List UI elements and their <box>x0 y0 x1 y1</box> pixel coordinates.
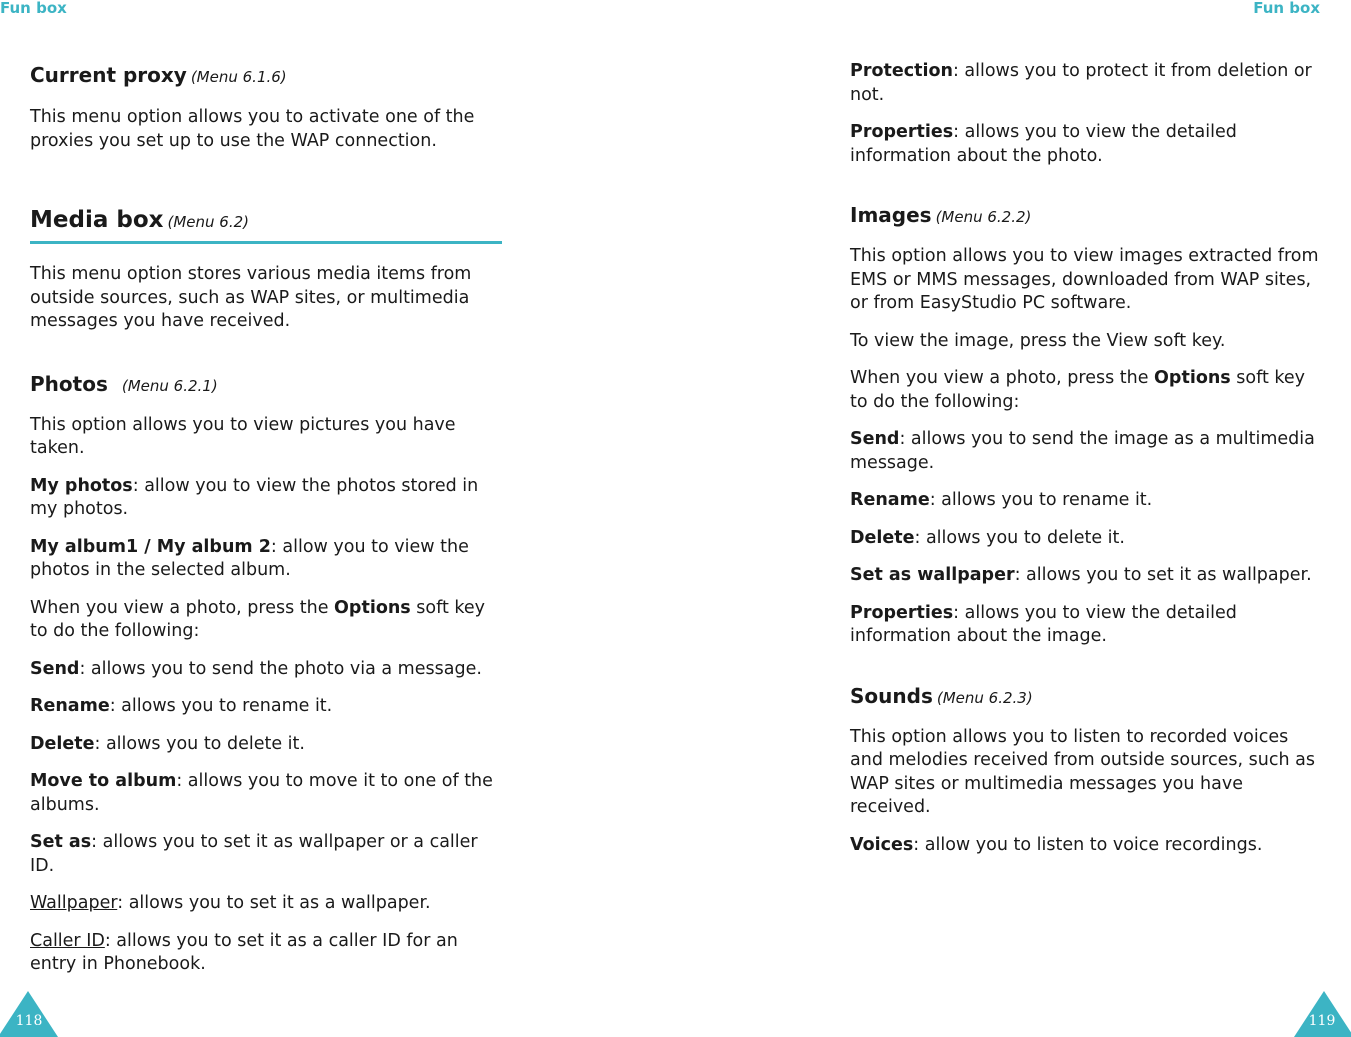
images-send-term: Send <box>850 429 900 449</box>
page-number-right: 119 <box>1308 1013 1336 1029</box>
images-delete-term: Delete <box>850 527 915 548</box>
photos-options-term: Options <box>334 597 411 618</box>
photos-callerid-term: Caller ID <box>30 930 105 951</box>
right-page <box>676 0 1351 1037</box>
sounds-body: This option allows you to listen to recorded voices and melodies received from outside sources, such as WAP sites or multimedia messages you have received. <box>850 726 1315 817</box>
photos-rename-text: : allows you to rename it. <box>109 696 333 716</box>
voices-term: Voices <box>850 834 914 855</box>
photo-properties-term: Properties <box>850 122 954 142</box>
current-proxy-title: Current proxy <box>30 63 187 87</box>
photos-delete-item <box>30 733 502 757</box>
images-menu: (Menu 6.2.2) <box>935 208 1032 226</box>
my-photos-text: : allow you to view the photos stored in my photos. <box>30 475 479 519</box>
media-box-heading <box>30 204 502 244</box>
photos-wallpaper-text: : allows you to set it as a wallpaper. <box>117 893 431 913</box>
images-rename-text: : allows you to rename it. <box>929 490 1153 510</box>
images-properties-text: : allows you to view the detailed information about the image. <box>850 602 1237 646</box>
photos-send-text: : allows you to send the photo via a message. <box>79 658 482 679</box>
current-proxy-heading <box>30 61 502 91</box>
my-photos-term: My photos <box>30 475 133 496</box>
running-head-left: Fun box <box>0 0 67 17</box>
media-box-menu: (Menu 6.2) <box>167 213 249 231</box>
my-album-text: : allow you to view the photos in the selected album. <box>30 536 469 580</box>
images-wallpaper-item <box>850 564 1322 588</box>
right-column <box>850 57 1322 857</box>
photo-properties-text: : allows you to view the detailed information about the photo. <box>850 122 1237 166</box>
images-body: This option allows you to view images extracted from EMS or MMS messages, downloaded from WAP sites, or from EasyStudio PC software. <box>850 246 1319 313</box>
my-photos-item <box>30 475 502 522</box>
photos-heading <box>30 370 502 400</box>
left-page <box>0 0 675 1037</box>
photos-wallpaper-term: Wallpaper <box>30 893 118 913</box>
photos-options-post: soft key to do the following: <box>30 597 486 641</box>
images-options-term: Options <box>1154 368 1231 388</box>
images-delete-item <box>850 527 1322 551</box>
images-properties-term: Properties <box>850 602 954 623</box>
protection-term: Protection <box>850 61 953 81</box>
photos-move-term: Move to album <box>30 771 177 791</box>
photos-body: This option allows you to view pictures you have taken. <box>30 414 456 458</box>
protection-item <box>850 60 1322 107</box>
current-proxy-menu: (Menu 6.1.6) <box>190 68 287 86</box>
sounds-title: Sounds <box>850 683 933 708</box>
photos-wallpaper-item <box>30 892 502 916</box>
page-number-left: 118 <box>15 1013 43 1029</box>
images-rename-item <box>850 489 1322 513</box>
images-options-line <box>850 367 1322 414</box>
images-heading <box>850 201 1322 231</box>
images-send-text: : allows you to send the image as a multimedia message. <box>850 429 1315 473</box>
images-properties-item <box>850 602 1322 649</box>
images-view-text: To view the image, press the View soft key. <box>850 330 1226 351</box>
current-proxy-body: This menu option allows you to activate one of the proxies you set up to use the WAP connection. <box>30 107 475 151</box>
photos-options-pre: When you view a photo, press the <box>30 597 335 618</box>
images-options-pre: When you view a photo, press the <box>850 368 1155 388</box>
images-wallpaper-text: : allows you to set it as wallpaper. <box>1014 565 1312 585</box>
photos-setas-item <box>30 831 502 878</box>
sounds-heading <box>850 682 1322 712</box>
my-album-term: My album1 / My album 2 <box>30 536 271 557</box>
photos-options-line <box>30 597 502 644</box>
images-delete-text: : allows you to delete it. <box>914 527 1125 548</box>
photos-send-term: Send <box>30 658 80 679</box>
media-box-title: Media box <box>30 207 164 233</box>
left-column <box>30 57 502 977</box>
photos-setas-text: : allows you to set it as wallpaper or a caller ID. <box>30 832 478 876</box>
photos-move-item <box>30 770 502 817</box>
photos-delete-term: Delete <box>30 733 95 754</box>
photos-title: Photos <box>30 371 108 396</box>
images-wallpaper-term: Set as wallpaper <box>850 565 1015 585</box>
sounds-menu: (Menu 6.2.3) <box>936 688 1033 707</box>
photos-rename-item <box>30 695 502 719</box>
media-box-body: This menu option stores various media items from outside sources, such as WAP sites, or multimedia messages you have received. <box>30 264 472 331</box>
photos-setas-term: Set as <box>30 832 92 852</box>
photos-menu: (Menu 6.2.1) <box>121 376 218 395</box>
images-title: Images <box>850 203 932 227</box>
images-rename-term: Rename <box>850 490 930 510</box>
photos-send-item <box>30 658 502 682</box>
running-head-right: Fun box <box>1253 0 1320 17</box>
photos-delete-text: : allows you to delete it. <box>94 733 305 754</box>
voices-text: : allow you to listen to voice recordings. <box>913 834 1263 855</box>
my-album-item <box>30 536 502 583</box>
voices-item <box>850 834 1322 858</box>
photo-properties-item <box>850 121 1322 168</box>
photos-move-text: : allows you to move it to one of the albums. <box>30 771 493 815</box>
photos-callerid-item <box>30 930 502 977</box>
photos-rename-term: Rename <box>30 696 110 716</box>
protection-text: : allows you to protect it from deletion or not. <box>850 61 1312 105</box>
images-send-item <box>850 428 1322 475</box>
images-options-post: soft key to do the following: <box>850 368 1306 412</box>
photos-callerid-text: : allows you to set it as a caller ID for an entry in Phonebook. <box>30 930 458 974</box>
